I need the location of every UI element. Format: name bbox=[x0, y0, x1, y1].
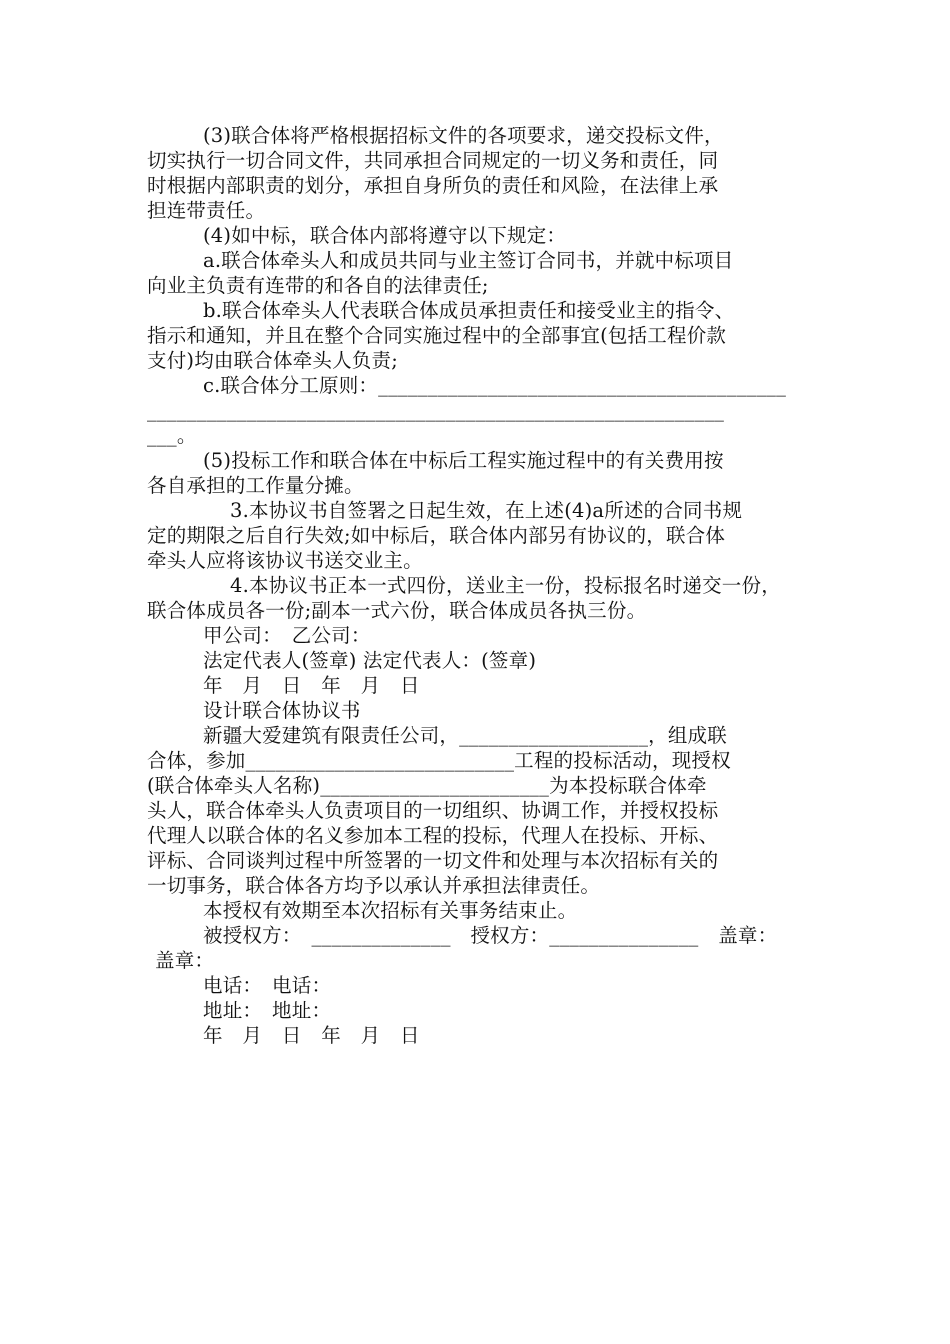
text-line: 担连带责任。 bbox=[147, 199, 266, 222]
text-line: 一切事务，联合体各方均予以承认并承担法律责任。 bbox=[147, 874, 601, 897]
text-line: 设计联合体协议书 bbox=[203, 699, 361, 722]
text-line: ___。 bbox=[147, 424, 197, 447]
text-line: (5)投标工作和联合体在中标后工程实施过程中的有关费用按 bbox=[203, 449, 724, 472]
text-line: 头人，联合体牵头人负责项目的一切组织、协调工作，并授权投标 bbox=[147, 799, 719, 822]
text-line: 年 月 日 年 月 日 bbox=[203, 1024, 420, 1047]
text-line: 时根据内部职责的划分，承担自身所负的责任和风险，在法律上承 bbox=[147, 174, 719, 197]
text-line: __________________________________________________________ bbox=[147, 399, 725, 422]
text-line: b.联合体牵头人代表联合体成员承担责任和接受业主的指令、 bbox=[203, 299, 735, 322]
text-line: 地址： 地址： bbox=[203, 999, 332, 1022]
text-line: (4)如中标，联合体内部将遵守以下规定： bbox=[203, 224, 567, 247]
text-line: 向业主负责有连带的和各自的法律责任; bbox=[147, 274, 489, 297]
text-line: 支付)均由联合体牵头人负责; bbox=[147, 349, 398, 372]
text-line: 3.本协议书自签署之日起生效，在上述(4)a所述的合同书规 bbox=[230, 499, 743, 522]
text-line: c.联合体分工原则：_________________________________________ bbox=[203, 374, 787, 397]
text-line: 年 月 日 年 月 日 bbox=[203, 674, 420, 697]
text-line: 定的期限之后自行失效;如中标后，联合体内部另有协议的，联合体 bbox=[147, 524, 726, 547]
text-line: 被授权方： ______________ 授权方：_______________ 盖章： bbox=[203, 924, 778, 947]
text-line: 电话： 电话： bbox=[203, 974, 332, 997]
text-line: 联合体成员各一份;副本一式六份，联合体成员各执三份。 bbox=[147, 599, 647, 622]
text-line: 牵头人应将该协议书送交业主。 bbox=[147, 549, 423, 572]
text-line: 盖章： bbox=[155, 949, 215, 972]
text-line: (3)联合体将严格根据招标文件的各项要求，递交投标文件， bbox=[203, 124, 724, 147]
text-line: 甲公司： 乙公司： bbox=[203, 624, 371, 647]
text-line: 切实执行一切合同文件，共同承担合同规定的一切义务和责任，同 bbox=[147, 149, 719, 172]
text-line: 法定代表人(签章) 法定代表人：(签章) bbox=[203, 649, 537, 672]
text-line: 指示和通知，并且在整个合同实施过程中的全部事宜(包括工程价款 bbox=[147, 324, 727, 347]
text-line: 本授权有效期至本次招标有关事务结束止。 bbox=[203, 899, 578, 922]
text-line: (联合体牵头人名称)_______________________为本投标联合体牵 bbox=[147, 774, 707, 797]
text-line: a.联合体牵头人和成员共同与业主签订合同书，并就中标项目 bbox=[203, 249, 734, 272]
text-line: 各自承担的工作量分摊。 bbox=[147, 474, 364, 497]
text-line: 评标、合同谈判过程中所签署的一切文件和处理与本次招标有关的 bbox=[147, 849, 719, 872]
text-line: 代理人以联合体的名义参加本工程的投标，代理人在投标、开标、 bbox=[147, 824, 719, 847]
text-line: 合体，参加___________________________工程的投标活动，现授权 bbox=[147, 749, 731, 772]
text-line: 4.本协议书正本一式四份，送业主一份，投标报名时递交一份， bbox=[230, 574, 781, 597]
text-line: 新疆大爱建筑有限责任公司，___________________，组成联 bbox=[203, 724, 727, 747]
